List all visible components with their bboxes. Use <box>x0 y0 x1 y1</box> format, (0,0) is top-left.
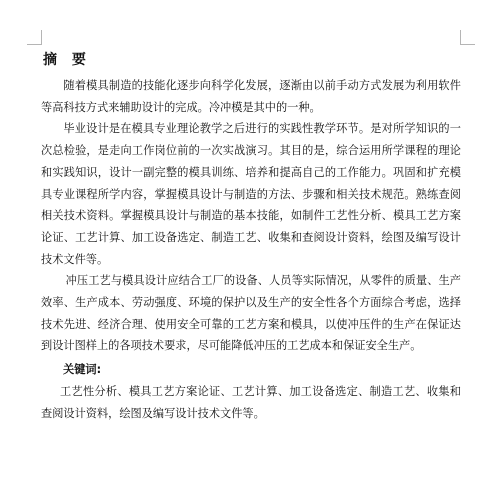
abstract-paragraph-3: 冲压工艺与模具设计应结合工厂的设备、人员等实际情况，从零件的质量、生产效率、生产成本、劳动强度、环境的保护以及生产的安全性各个方面综合考虑，选择技术先进、经济合理、使用安全可靠的工艺方案和模具，以使冲压件的生产在保证达到设计图样上的各项技术要求，尽可能降低冲压的工艺成本和保证安全生产。 <box>41 274 461 353</box>
abstract-paragraph-2: 毕业设计是在模具专业理论教学之后进行的实践性教学环节。是对所学知识的一次总检验，是走向工作岗位前的一次实战演习。其目的是，综合运用所学课程的理论和实践知识，设计一副完整的模具训练、培养和提高自己的工作能力。巩固和扩充模具专业课程所学内容，掌握模具设计与制造的方法、步骤和相关技术规范。熟练查阅相关技术资料。掌握模具设计与制造的基本技能，如制件工艺性分析、模具工艺方案论证、工艺计算、加工设备选定、制造工艺、收集和查阅设计资料，绘图及编写设计技术文件等。 <box>41 122 461 266</box>
margin-mark-top-right <box>460 30 475 45</box>
document-body <box>41 50 461 424</box>
abstract-heading: 摘 要 <box>43 52 91 68</box>
margin-mark-top-left <box>27 30 42 45</box>
keywords-label: 关键词: <box>63 363 102 377</box>
abstract-paragraph-1: 随着模具制造的技能化逐步向科学化发展，逐渐由以前手动方式发展为利用软件等高科技方式来辅助设计的完成。冷冲模是其中的一种。 <box>41 79 461 114</box>
keywords-text: 工艺性分析、模具工艺方案论证、工艺计算、加工设备选定、制造工艺、收集和查阅设计资料，绘图及编写设计技术文件等。 <box>41 384 461 420</box>
